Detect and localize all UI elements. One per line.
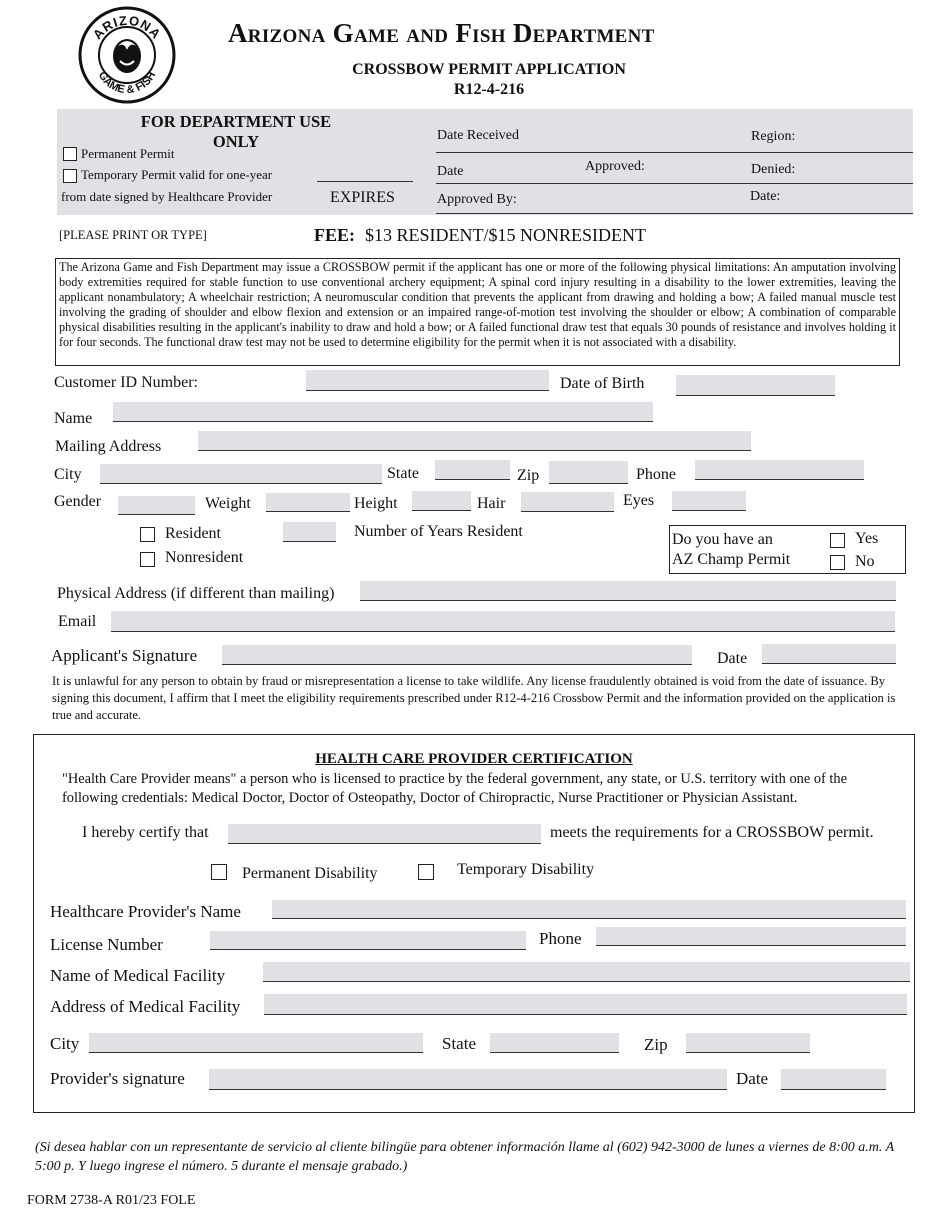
hcp-zip-label: Zip — [644, 1035, 668, 1054]
hcp-city-label: City — [50, 1034, 80, 1053]
date-received-label: Date Received — [437, 128, 520, 143]
provider-signature-input[interactable] — [209, 1069, 727, 1090]
hcp-phone-input[interactable] — [596, 927, 906, 946]
provider-date-label: Date — [736, 1069, 769, 1088]
date-label: Date — [437, 164, 464, 179]
hcp-title: HEALTH CARE PROVIDER CERTIFICATION — [315, 751, 633, 767]
mailing-address-input[interactable] — [198, 431, 751, 451]
hcp-certification-section — [33, 734, 915, 1113]
permanent-permit-checkbox[interactable] — [63, 147, 77, 161]
permanent-disability-label: Permanent Disability — [242, 865, 378, 882]
dob-label: Date of Birth — [560, 375, 645, 392]
name-label: Name — [54, 410, 93, 427]
resident-label: Resident — [165, 525, 221, 542]
dept-row-line-1 — [436, 152, 913, 153]
license-number-label: License Number — [50, 935, 163, 954]
facility-name-label: Name of Medical Facility — [50, 966, 226, 985]
signature-date-input[interactable] — [762, 644, 896, 664]
zip-input[interactable] — [549, 461, 628, 484]
gender-label: Gender — [54, 493, 102, 510]
hcp-city-input[interactable] — [89, 1033, 423, 1053]
certify-name-input[interactable] — [228, 824, 541, 844]
customer-id-label: Customer ID Number: — [54, 374, 198, 391]
weight-label: Weight — [205, 495, 251, 512]
spanish-service-note: (Si desea hablar con un representante de servicio al cliente bilingüe para obtener información llame al (602) 942-3000 de lunes a viernes de 8:00 a.m. A 5:00 p. Y luego ingrese el número. 5 durante el mensaje grabado.) — [35, 1140, 894, 1174]
dept-row-line-3 — [436, 213, 913, 214]
rule-number: R12-4-216 — [453, 81, 525, 98]
zip-label: Zip — [517, 467, 540, 484]
fee-label: FEE: — [314, 225, 356, 245]
eyes-input[interactable] — [672, 491, 746, 511]
legal-affirmation: It is unlawful for any person to obtain by fraud or misrepresentation a license to take wildlife. Any license fraudulently obtained is void from the date of issuance. By signing this document, I affirm that I meet the eligibility requirements prescribed under R12-4-216 Crossbow Permit and the information provided on the application is true and accurate. — [52, 674, 896, 722]
provider-name-input[interactable] — [272, 900, 906, 919]
facility-name-input[interactable] — [263, 962, 910, 982]
dept-use-heading: FOR DEPARTMENT USE ONLY — [140, 112, 332, 151]
champ-yes-checkbox[interactable] — [830, 533, 845, 548]
signature-label: Applicant's Signature — [51, 646, 198, 665]
temporary-permit-label-2: from date signed by Healthcare Provider — [61, 189, 273, 204]
years-resident-input[interactable] — [283, 522, 336, 542]
temporary-disability-checkbox[interactable] — [418, 864, 434, 880]
resident-checkbox[interactable] — [140, 527, 155, 542]
physical-address-label: Physical Address (if different than mailing) — [57, 585, 335, 602]
years-resident-label: Number of Years Resident — [354, 523, 523, 540]
agency-title: Arizona Game and Fish Department — [228, 18, 655, 48]
phone-input[interactable] — [695, 460, 864, 480]
email-input[interactable] — [111, 611, 895, 632]
svg-text:GAME & FISH: GAME & FISH — [95, 69, 159, 97]
gender-input[interactable] — [118, 496, 195, 515]
mailing-address-label: Mailing Address — [55, 438, 162, 455]
expires-label: EXPIRES — [330, 189, 395, 206]
hcp-state-input[interactable] — [490, 1033, 619, 1053]
name-input[interactable] — [113, 402, 653, 422]
temporary-disability-label: Temporary Disability — [457, 861, 595, 878]
temporary-permit-checkbox[interactable] — [63, 169, 77, 183]
state-input[interactable] — [435, 460, 510, 480]
city-input[interactable] — [100, 464, 382, 484]
champ-no-checkbox[interactable] — [830, 555, 845, 570]
permanent-disability-checkbox[interactable] — [211, 864, 227, 880]
hair-input[interactable] — [521, 492, 614, 512]
height-input[interactable] — [412, 491, 471, 511]
eligibility-text: The Arizona Game and Fish Department may issue a CROSSBOW permit if the applicant has one or more of the following physical limitations: An amputation involving body extremities required for stable function to use conventional archery equipment; A spinal cord injury resulting in a disability to the lower extremities, leaving the applicant nonambulatory; A wheelchair restriction; A neuromuscular condition that prevents the applicant from drawing and holding a bow; A failed manual muscle test involving the grading of shoulder and elbow flexion and extension or an impaired range-of-motion test involving the shoulder or elbow; A combination of comparable physical disabilities resulting in the applicant's inability to draw and hold a bow; or A failed functional draw test that equals 30 pounds of resistance and involves holding it for four seconds. The functional draw test may not be used to determine eligibility for the permit when it is not associated with a disability. — [55, 258, 900, 366]
hcp-state-label: State — [442, 1034, 476, 1053]
provider-name-label: Healthcare Provider's Name — [50, 902, 241, 921]
provider-signature-label: Provider's signature — [50, 1069, 185, 1088]
certify-prefix: I hereby certify that — [82, 824, 209, 841]
signature-input[interactable] — [222, 645, 692, 665]
form-number: FORM 2738-A R01/23 FOLE — [27, 1193, 196, 1208]
champ-question-2: AZ Champ Permit — [672, 551, 791, 568]
approved-by-label: Approved By: — [437, 192, 517, 207]
phone-label: Phone — [636, 466, 676, 483]
champ-no-label: No — [855, 553, 875, 570]
region-label: Region: — [751, 129, 796, 144]
approval-date-label: Date: — [750, 189, 781, 204]
eyes-label: Eyes — [623, 492, 655, 509]
weight-input[interactable] — [266, 493, 350, 512]
hair-label: Hair — [477, 495, 506, 512]
license-number-input[interactable] — [210, 931, 526, 950]
dob-input[interactable] — [676, 375, 835, 396]
svg-text:ARIZONA: ARIZONA — [89, 12, 165, 43]
email-label: Email — [58, 613, 97, 630]
dept-row-line-2 — [436, 183, 913, 184]
hcp-definition: "Health Care Provider means" a person who is licensed to practice by the federal government, any state, or U.S. territory with one of the following credentials: Medical Doctor, Doctor of Osteopathy, Doctor of Chiropractic, Nurse Practitioner or Physician Assistant. — [62, 771, 847, 806]
print-note: [PLEASE PRINT OR TYPE] — [59, 228, 207, 242]
expires-line — [317, 181, 413, 182]
customer-id-input[interactable] — [306, 370, 549, 391]
az-champ-box — [669, 525, 906, 574]
champ-yes-label: Yes — [855, 530, 879, 547]
provider-date-input[interactable] — [781, 1069, 886, 1090]
signature-date-label: Date — [717, 650, 748, 667]
height-label: Height — [354, 495, 398, 512]
champ-question-1: Do you have an — [672, 531, 773, 548]
form-title: CROSSBOW PERMIT APPLICATION — [352, 61, 626, 78]
nonresident-checkbox[interactable] — [140, 552, 155, 567]
nonresident-label: Nonresident — [165, 549, 244, 566]
temporary-permit-label: Temporary Permit valid for one-year — [81, 167, 273, 182]
physical-address-input[interactable] — [360, 581, 896, 601]
hcp-zip-input[interactable] — [686, 1033, 810, 1053]
facility-address-input[interactable] — [264, 994, 907, 1015]
hcp-phone-label: Phone — [539, 929, 582, 948]
facility-address-label: Address of Medical Facility — [50, 997, 241, 1016]
permanent-permit-label: Permanent Permit — [81, 146, 175, 161]
fee-amount: $13 RESIDENT/$15 NONRESIDENT — [365, 225, 646, 245]
city-label: City — [54, 466, 82, 483]
state-label: State — [387, 465, 419, 482]
approved-label: Approved: — [585, 159, 645, 174]
certify-suffix: meets the requirements for a CROSSBOW permit. — [550, 824, 874, 841]
denied-label: Denied: — [751, 162, 796, 177]
